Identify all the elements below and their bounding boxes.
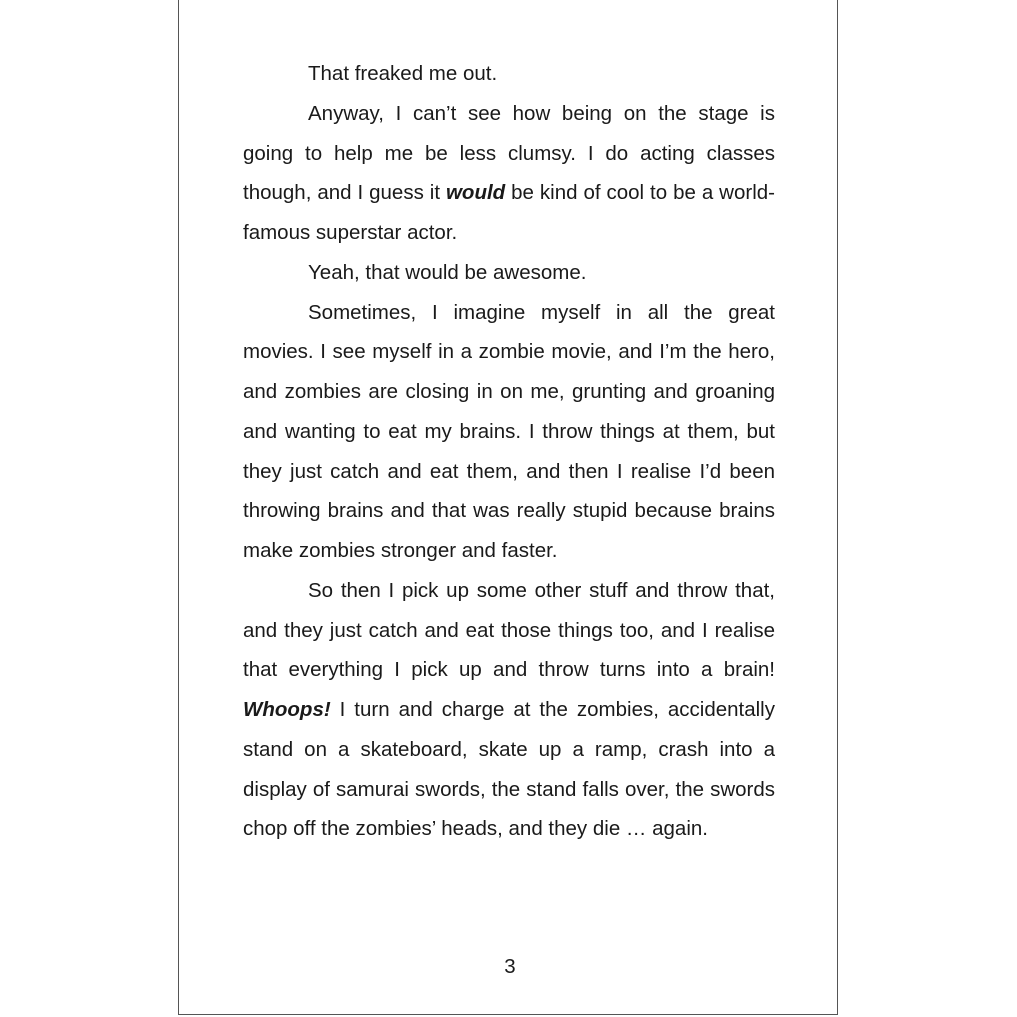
- text-segment: That freaked me out.: [308, 62, 498, 85]
- paragraph-4: [243, 293, 775, 571]
- paragraph-2: [243, 94, 775, 253]
- page-number: 3: [504, 955, 516, 978]
- emphasized-word: Whoops!: [243, 698, 331, 721]
- emphasized-word: would: [445, 181, 506, 205]
- text-segment: be kind of cool to be a world-famous superstar actor.: [243, 181, 775, 244]
- text-segment: I turn and charge at the zombies, accidentally stand on a skateboard, skate up a ramp, crash into a display of samurai swords, the stand falls over, the swords chop off the zombies’ heads, and they die … again.: [243, 698, 775, 841]
- text-segment: Sometimes, I imagine myself in all the great movies. I see myself in a zombie movie, and I’m the hero, and zombies are closing in on me, grunting and groaning and wanting to eat my brains. I throw things at them, but they just catch and eat them, and then I realise I’d been throwing brains and that was really stupid because brains make zombies stronger and faster.: [243, 300, 775, 562]
- body-text: [243, 54, 775, 849]
- paragraph-3: [243, 253, 775, 293]
- text-segment: Yeah, that would be awesome.: [308, 260, 587, 284]
- paragraph-1: [243, 54, 775, 94]
- text-segment: So then I pick up some other stuff and throw that, and they just catch and eat those things too, and I realise that everything I pick up and throw turns into a brain!: [243, 578, 775, 682]
- text-segment: Anyway, I can’t see how being on the stage is going to help me be less clumsy. I do acting classes though, and I guess it: [243, 101, 775, 205]
- paragraph-5: [243, 571, 775, 849]
- book-page: [178, 0, 838, 1015]
